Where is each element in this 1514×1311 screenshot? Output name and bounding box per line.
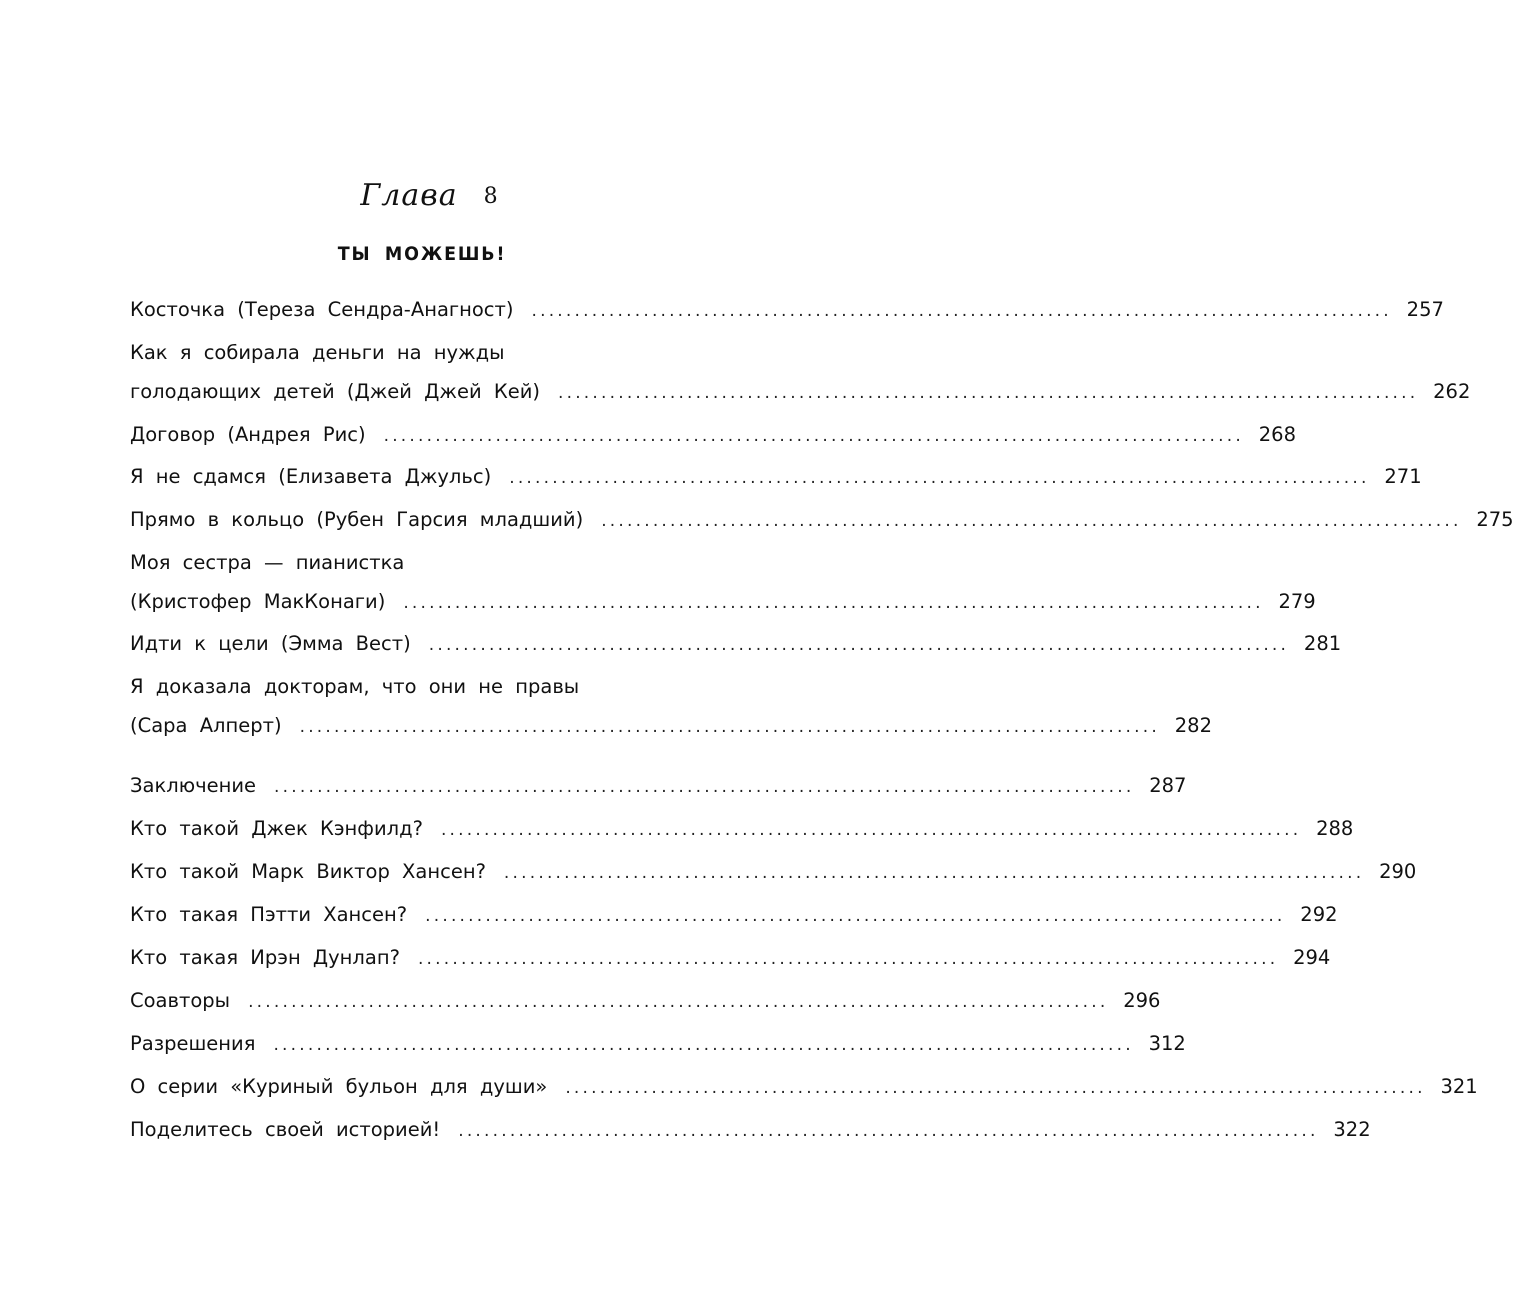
chapter-number: 8 bbox=[483, 184, 498, 209]
toc-entry-title: Кто такой Марк Виктор Хансен? bbox=[130, 860, 486, 883]
toc-entry-title: Моя сестра — пианистка bbox=[130, 551, 405, 574]
toc-entry-page: 290 bbox=[1379, 860, 1417, 883]
toc-entry-title: (Кристофер МакКонаги) bbox=[130, 590, 386, 613]
toc-entry-title: Поделитесь своей историей! bbox=[130, 1118, 441, 1141]
toc-entry[interactable] bbox=[130, 1118, 1371, 1146]
toc-entry-page: 296 bbox=[1123, 989, 1161, 1012]
toc-entry[interactable] bbox=[130, 590, 1316, 618]
toc-entry-title: Косточка (Тереза Сендра-Анагност) bbox=[130, 298, 514, 321]
toc-leader: .................................................................................................... bbox=[601, 511, 1462, 531]
toc-entry[interactable] bbox=[130, 1032, 1186, 1060]
toc-leader: .................................................................................................... bbox=[273, 1035, 1134, 1055]
toc-entry-page: 312 bbox=[1148, 1032, 1186, 1055]
toc-entry-page: 322 bbox=[1333, 1118, 1371, 1141]
toc-entry-title: Кто такая Пэтти Хансен? bbox=[130, 903, 408, 926]
toc-entry-title: Прямо в кольцо (Рубен Гарсия младший) bbox=[130, 508, 584, 531]
toc-entry-title: Соавторы bbox=[130, 989, 231, 1012]
toc-entry-title: О серии «Куриный бульон для души» bbox=[130, 1075, 548, 1098]
toc-leader: .................................................................................................... bbox=[458, 1121, 1319, 1141]
toc-entry-page: 271 bbox=[1384, 465, 1422, 488]
toc-leader: .................................................................................................... bbox=[509, 468, 1370, 488]
toc-entry-first-line[interactable] bbox=[130, 675, 766, 703]
toc-leader: .................................................................................................... bbox=[403, 593, 1264, 613]
toc-entry-title: голодающих детей (Джей Джей Кей) bbox=[130, 380, 540, 403]
toc-entry-page: 321 bbox=[1440, 1075, 1478, 1098]
toc-leader: .................................................................................................... bbox=[425, 906, 1286, 926]
toc-leader: .................................................................................................... bbox=[440, 820, 1302, 840]
toc-leader: .................................................................................................... bbox=[274, 777, 1135, 797]
toc-entry-title: Заключение bbox=[130, 774, 257, 797]
toc-entry-title: Разрешения bbox=[130, 1032, 256, 1055]
toc-leader: .................................................................................................... bbox=[383, 426, 1244, 446]
toc-entry-title: Как я собирала деньги на нужды bbox=[130, 341, 505, 364]
chapter-label: Глава bbox=[360, 178, 458, 213]
toc-entry[interactable] bbox=[130, 380, 1471, 408]
toc-entry-title: Договор (Андрея Рис) bbox=[130, 423, 366, 446]
toc-entry-page: 257 bbox=[1406, 298, 1444, 321]
toc-entry[interactable] bbox=[130, 774, 1187, 802]
toc-entry-title: Я не сдамся (Елизавета Джульс) bbox=[130, 465, 492, 488]
toc-leader: .................................................................................................... bbox=[565, 1078, 1426, 1098]
toc-entry[interactable] bbox=[130, 903, 1338, 931]
toc-entry-title: (Сара Алперт) bbox=[130, 714, 282, 737]
toc-entry[interactable] bbox=[130, 1075, 1478, 1103]
toc-entry[interactable] bbox=[130, 817, 1354, 845]
toc-entry-title: Я доказала докторам, что они не правы bbox=[130, 675, 580, 698]
toc-leader: .................................................................................................... bbox=[417, 949, 1279, 969]
toc-entry[interactable] bbox=[130, 989, 1161, 1017]
toc-entry[interactable] bbox=[130, 860, 1417, 888]
toc-entry[interactable] bbox=[130, 423, 1296, 451]
toc-entry[interactable] bbox=[130, 632, 1342, 660]
toc-entry-page: 281 bbox=[1303, 632, 1342, 655]
toc-leader: .................................................................................................... bbox=[299, 717, 1160, 737]
toc-entry[interactable] bbox=[130, 946, 1331, 974]
toc-entry-page: 287 bbox=[1149, 774, 1187, 797]
toc-entry[interactable] bbox=[130, 298, 1444, 326]
toc-entry-page: 292 bbox=[1300, 903, 1338, 926]
toc-entry[interactable] bbox=[130, 508, 1514, 536]
toc-entry-page: 275 bbox=[1476, 508, 1514, 531]
toc-entry-page: 288 bbox=[1316, 817, 1354, 840]
toc-entry[interactable] bbox=[130, 465, 1422, 493]
toc-entry-title: Кто такая Ирэн Дунлап? bbox=[130, 946, 400, 969]
toc-entry-title: Кто такой Джек Кэнфилд? bbox=[130, 817, 423, 840]
toc-leader: .................................................................................................... bbox=[557, 383, 1419, 403]
toc-leader: .................................................................................................... bbox=[531, 301, 1392, 321]
toc-entry-title: Идти к цели (Эмма Вест) bbox=[130, 632, 411, 655]
toc-entry-first-line[interactable] bbox=[130, 341, 766, 369]
toc-entry[interactable] bbox=[130, 714, 1212, 742]
toc-entry-page: 294 bbox=[1293, 946, 1331, 969]
toc-leader: .................................................................................................... bbox=[428, 635, 1290, 655]
chapter-title: ТЫ МОЖЕШЬ! bbox=[337, 243, 507, 265]
toc-entry-first-line[interactable] bbox=[130, 551, 766, 579]
toc-entry-page: 268 bbox=[1258, 423, 1296, 446]
toc-leader: .................................................................................................... bbox=[248, 992, 1109, 1012]
toc-entry-page: 279 bbox=[1278, 590, 1316, 613]
toc-entry-page: 282 bbox=[1174, 714, 1212, 737]
chapter-heading bbox=[0, 178, 844, 213]
toc-entry-page: 262 bbox=[1433, 380, 1471, 403]
toc-leader: .................................................................................................... bbox=[503, 863, 1365, 883]
